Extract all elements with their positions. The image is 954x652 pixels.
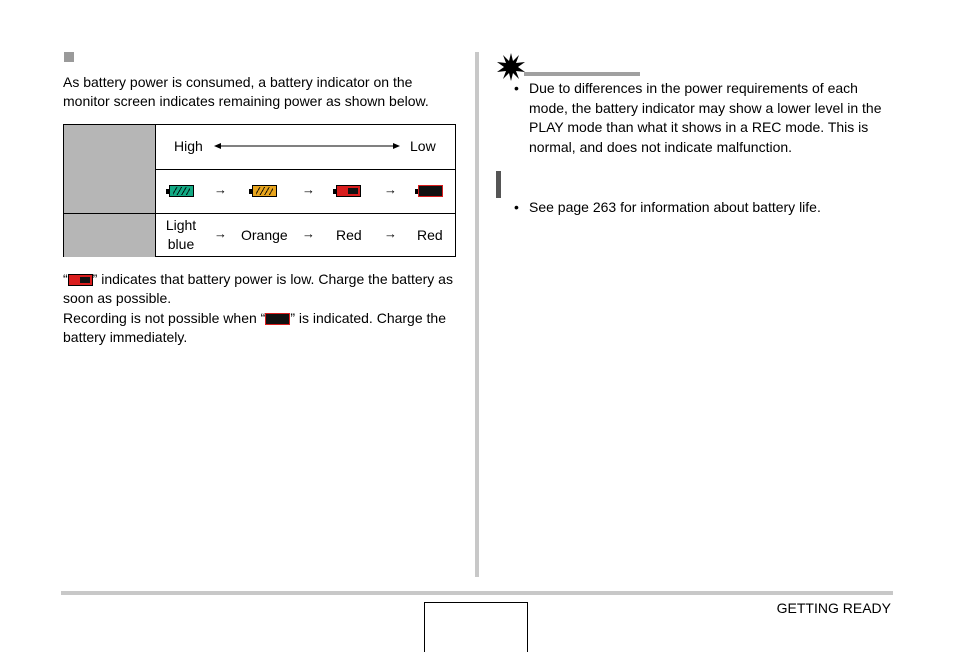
low-battery-note	[63, 270, 458, 308]
double-arrow-icon	[214, 140, 400, 152]
battery-low-icon	[68, 274, 93, 286]
arrow-icon: →	[384, 182, 397, 197]
color-red-label-2: Red	[417, 227, 443, 243]
battery-full-icon	[169, 185, 194, 197]
list-item	[514, 79, 884, 157]
intro-paragraph: As battery power is consumed, a battery indicator on the monitor screen indicates remaining power as shown below.	[63, 74, 429, 109]
table-header-cell	[64, 169, 156, 213]
section-marker-bar	[496, 171, 501, 198]
battery-life-bullet-text: • See page 263 for information about battery life.	[529, 199, 821, 215]
footer-divider	[61, 591, 893, 595]
low-battery-text: ” indicates that battery power is low. Charge the battery as soon as possible.	[63, 271, 453, 306]
table-header-cell	[64, 214, 156, 257]
section-title: GETTING READY	[776, 600, 891, 616]
table-row-indicator	[64, 169, 455, 214]
important-heading-bar	[524, 72, 640, 76]
color-light-blue-label	[162, 216, 200, 254]
list-item	[514, 198, 884, 218]
color-blue-label: blue	[167, 236, 195, 252]
column-divider	[475, 52, 479, 577]
empty-battery-text: ” is indicated. Charge the battery immediately.	[63, 310, 446, 345]
battery-empty-icon	[265, 313, 290, 325]
important-starburst-icon	[497, 53, 525, 81]
color-orange-label: Orange	[241, 227, 288, 243]
color-red-label: Red	[336, 227, 362, 243]
empty-battery-text-start: Recording is not possible when “	[63, 310, 266, 326]
arrow-icon: →	[214, 182, 227, 197]
table-row-level	[64, 125, 455, 170]
page-number-box	[424, 602, 528, 652]
table-row-color	[64, 214, 455, 257]
empty-battery-note	[63, 309, 458, 347]
quote-open: “	[63, 271, 68, 287]
arrow-icon: →	[302, 226, 315, 241]
battery-medium-icon	[252, 185, 277, 197]
important-bullet-text: • Due to differences in the power requirements of each mode, the battery indicator may show a lower level in the PLAY mode than what it shows in a REC mode. This is normal, and does not indicate malfunction.	[529, 80, 882, 155]
level-low-label: Low	[410, 138, 436, 154]
square-bullet-icon	[64, 52, 74, 62]
battery-low-icon	[336, 185, 361, 197]
battery-indicator-table	[63, 124, 456, 257]
level-high-label: High	[174, 138, 203, 154]
color-light-label: Light	[165, 217, 197, 233]
arrow-icon: →	[302, 182, 315, 197]
arrow-icon: →	[214, 226, 227, 241]
arrow-icon: →	[384, 226, 397, 241]
table-header-cell	[64, 125, 156, 169]
battery-empty-icon	[418, 185, 443, 197]
